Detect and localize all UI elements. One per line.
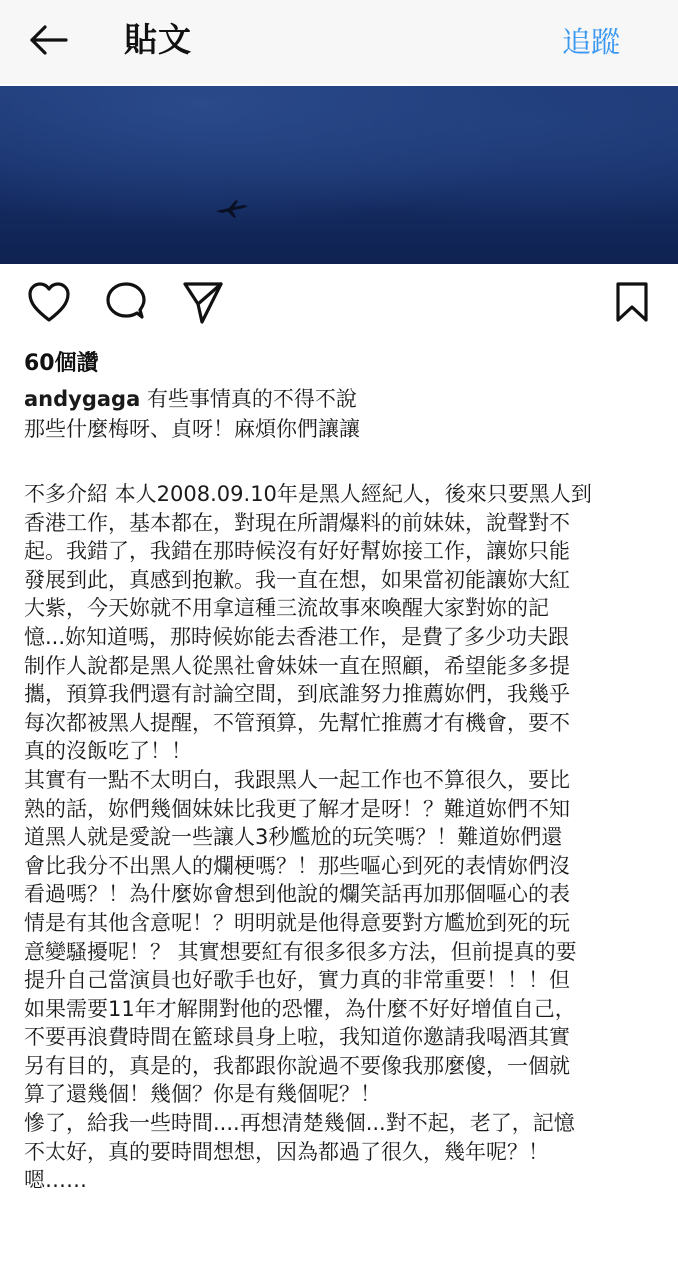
caption-line: 那些什麼梅呀、貞呀！麻煩你們讓讓: [24, 417, 360, 441]
post-photo[interactable]: [0, 86, 678, 264]
body-line: 香港工作，基本都在，對現在所謂爆料的前妹妹，說聲對不: [24, 510, 570, 535]
body-line: 熟的話，妳們幾個妹妹比我更了解才是呀！？難道妳們不知: [24, 796, 570, 821]
top-bar: [0, 0, 678, 84]
username-link[interactable]: andygaga: [24, 387, 141, 411]
body-line: 提升自己當演員也好歌手也好，實力真的非常重要！！！但: [24, 968, 570, 993]
heart-icon: [26, 280, 72, 324]
body-line: 制作人說都是黑人從黑社會妹妹一直在照顧，希望能多多提: [24, 653, 570, 678]
body-line: 憶...妳知道嗎，那時候妳能去香港工作，是費了多少功夫跟: [24, 624, 570, 649]
body-line: 每次都被黑人提醒，不管預算，先幫忙推薦才有機會，要不: [24, 710, 570, 735]
body-line: 真的沒飯吃了！！: [24, 739, 192, 764]
body-line: 慘了，給我一些時間....再想清楚幾個...對不起，老了，記憶: [24, 1111, 575, 1136]
body-line: 看過嗎？！為什麼妳會想到他說的爛笑話再加那個嘔心的表: [24, 882, 570, 907]
body-line: 另有目的，真是的，我都跟你說過不要像我那麼傻，一個就: [24, 1053, 570, 1078]
body-line: 意變騷擾呢！？ 其實想要紅有很多很多方法，但前提真的要: [24, 939, 577, 964]
bookmark-icon: [614, 280, 650, 324]
caption-line: [24, 384, 664, 414]
body-line: 算了還幾個！幾個？你是有幾個呢？！: [24, 1082, 381, 1107]
share-button[interactable]: [182, 280, 224, 330]
action-bar: [0, 280, 678, 332]
caption: [24, 384, 664, 444]
body-line: 道黑人就是愛說一些讓人3秒尷尬的玩笑嗎？！難道妳們還: [24, 825, 563, 850]
likes-count[interactable]: 60個讚: [24, 351, 99, 376]
body-line: 不多介紹 本人2008.09.10年是黑人經紀人，後來只要黑人到: [24, 482, 592, 506]
body-line: 起。我錯了，我錯在那時候沒有好好幫妳接工作，讓妳只能: [24, 539, 570, 564]
arrow-left-icon: [28, 24, 68, 56]
send-icon: [182, 280, 224, 326]
like-button[interactable]: [26, 280, 72, 328]
caption-text: 有些事情真的不得不說: [146, 387, 357, 411]
body-line: 情是有其他含意呢！？明明就是他得意要對方尷尬到死的玩: [24, 910, 570, 935]
airplane-silhouette: [214, 198, 250, 220]
comment-bubble-icon: [104, 280, 150, 326]
body-line: 不要再浪費時間在籃球員身上啦，我知道你邀請我喝酒其實: [24, 1025, 570, 1050]
body-line: 大紫，今天妳就不用拿這種三流故事來喚醒大家對妳的記: [24, 596, 549, 621]
body-line: 攜，預算我們還有討論空間，到底誰努力推薦妳們，我幾乎: [24, 682, 570, 707]
back-button[interactable]: [26, 22, 70, 58]
save-button[interactable]: [614, 280, 650, 328]
body-line: 發展到此，真感到抱歉。我一直在想，如果當初能讓妳大紅: [24, 567, 570, 592]
page-title: 貼文: [124, 20, 192, 59]
body-line: 如果需要11年才解開對他的恐懼，為什麼不好好增值自己，: [24, 996, 576, 1021]
post-body: [24, 480, 664, 1195]
body-line: 不太好，真的要時間想想，因為都過了很久，幾年呢？！: [24, 1139, 549, 1164]
body-line: 其實有一點不太明白，我跟黑人一起工作也不算很久，要比: [24, 767, 570, 792]
body-line: 會比我分不出黑人的爛梗嗎？！那些嘔心到死的表情妳們沒: [24, 853, 570, 878]
follow-button[interactable]: 追蹤: [561, 25, 620, 59]
comment-button[interactable]: [104, 280, 150, 330]
body-line: 嗯……: [24, 1168, 87, 1193]
